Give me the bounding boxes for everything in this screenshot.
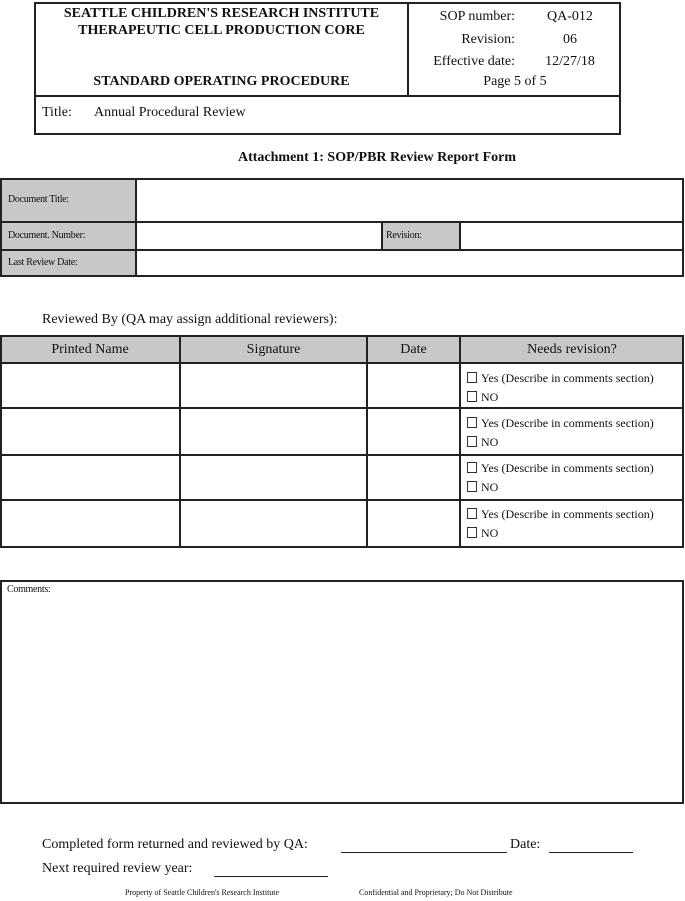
column-header-printed-name: Printed Name (51, 342, 129, 357)
column-header-needs-revision: Needs revision? (527, 342, 617, 357)
reviewers-intro: Reviewed By (QA may assign additional reviewers): (42, 312, 338, 327)
org-name (36, 5, 407, 39)
date-label: Date: (510, 837, 541, 852)
yes-option[interactable] (467, 505, 654, 524)
yes-label: Yes (Describe in comments section) (481, 507, 654, 521)
date-line[interactable] (549, 838, 633, 853)
divider (366, 335, 368, 548)
revision: 06 (563, 31, 577, 47)
meta-values (530, 6, 610, 74)
title-label: Title: (42, 105, 72, 120)
footer-property: Property of Seattle Children's Research Institute (125, 888, 280, 897)
table-row (467, 505, 654, 543)
comments-label: Comments: (7, 584, 51, 595)
last-review-date-field[interactable] (140, 253, 680, 273)
revision-field-label: Revision: (386, 230, 422, 241)
checkbox-icon[interactable] (467, 436, 477, 447)
checkbox-icon[interactable] (467, 462, 477, 473)
divider (381, 222, 383, 250)
effective-date-label: Effective date: (433, 54, 515, 69)
no-option[interactable] (467, 433, 654, 452)
divider (0, 499, 684, 501)
checkbox-icon[interactable] (467, 391, 477, 402)
no-option[interactable] (467, 524, 654, 543)
document-number-label: Document. Number: (8, 230, 86, 241)
sop-number-label: SOP number: (439, 9, 515, 24)
table-row (467, 369, 654, 407)
completed-label: Completed form returned and reviewed by QA: (42, 837, 308, 852)
revision-field[interactable] (464, 225, 680, 247)
divider (179, 335, 181, 548)
divider (459, 335, 461, 548)
divider (0, 249, 684, 251)
next-review-line[interactable] (214, 862, 328, 877)
checkbox-icon[interactable] (467, 481, 477, 492)
next-review-label: Next required review year: (42, 861, 193, 876)
meta-labels (410, 6, 515, 74)
yes-option[interactable] (467, 414, 654, 433)
divider (0, 362, 684, 364)
checkbox-icon[interactable] (467, 508, 477, 519)
no-option[interactable] (467, 388, 654, 407)
org-line1: SEATTLE CHILDREN'S RESEARCH INSTITUTE (63, 6, 380, 21)
footer-confidential: Confidential and Proprietary; Do Not Distribute (359, 888, 513, 897)
divider (135, 178, 137, 277)
table-row (467, 459, 654, 497)
doc-type: STANDARD OPERATING PROCEDURE (93, 74, 350, 89)
no-label: NO (481, 480, 499, 494)
attachment-title: Attachment 1: SOP/PBR Review Report Form (238, 150, 516, 165)
yes-label: Yes (Describe in comments section) (481, 461, 654, 475)
yes-option[interactable] (467, 459, 654, 478)
divider (0, 221, 684, 223)
column-header-signature: Signature (246, 342, 301, 357)
document-title-field[interactable] (140, 182, 680, 218)
yes-label: Yes (Describe in comments section) (481, 416, 654, 430)
divider (0, 454, 684, 456)
checkbox-icon[interactable] (467, 372, 477, 383)
page-number: Page 5 of 5 (483, 74, 547, 89)
divider (459, 222, 461, 250)
document-title-label: Document Title: (8, 194, 69, 205)
table-row (467, 414, 654, 452)
divider (0, 407, 684, 409)
column-header-date: Date (400, 342, 427, 357)
sop-number: QA-012 (547, 9, 593, 24)
no-label: NO (481, 435, 499, 449)
document-title: Annual Procedural Review (94, 105, 246, 120)
org-line2: THERAPEUTIC CELL PRODUCTION CORE (78, 23, 365, 38)
divider (34, 95, 621, 97)
no-label: NO (481, 390, 499, 404)
last-review-date-label: Last Review Date: (8, 257, 78, 268)
checkbox-icon[interactable] (467, 527, 477, 538)
no-option[interactable] (467, 478, 654, 497)
revision-label: Revision: (461, 31, 515, 47)
yes-label: Yes (Describe in comments section) (481, 371, 654, 385)
effective-date: 12/27/18 (545, 54, 595, 69)
comments-box[interactable] (0, 580, 684, 804)
qa-signature-line[interactable] (341, 838, 507, 853)
yes-option[interactable] (467, 369, 654, 388)
document-number-field[interactable] (140, 225, 378, 247)
no-label: NO (481, 526, 499, 540)
checkbox-icon[interactable] (467, 417, 477, 428)
